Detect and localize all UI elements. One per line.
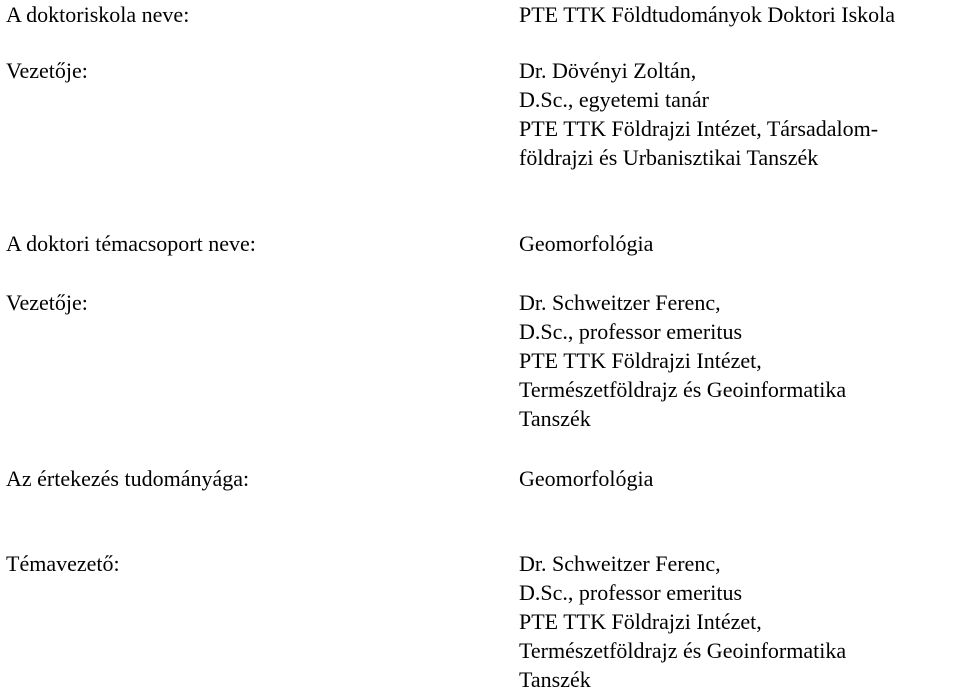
supervisor-label: Témavezető: [6,551,120,576]
dissertation-field-name: Geomorfológia [519,466,654,491]
group-head-line: Természetföldrajz és Geoinformatika [519,377,847,402]
topic-group-name: Geomorfológia [519,231,654,256]
group-head-line: PTE TTK Földrajzi Intézet, [519,348,762,373]
doctoral-school-label: A doktoriskola neve: [6,2,190,27]
school-head-label: Vezetője: [6,58,88,83]
supervisor-line: PTE TTK Földrajzi Intézet, [519,609,762,634]
topic-group-label: A doktori témacsoport neve: [6,231,256,256]
school-head-line: földrajzi és Urbanisztikai Tanszék [519,145,819,170]
doctoral-school-value [519,0,895,29]
dissertation-field-value [519,464,653,493]
school-head-line: Dr. Dövényi Zoltán, [519,58,697,83]
supervisor-value [519,549,846,694]
supervisor-line: Tanszék [519,667,591,692]
group-head-line: Dr. Schweitzer Ferenc, [519,290,721,315]
school-head-line: PTE TTK Földrajzi Intézet, Társadalom- [519,116,879,141]
dissertation-field-label: Az értekezés tudományága: [6,466,250,491]
topic-group-value [519,229,653,258]
doctoral-school-name: PTE TTK Földtudományok Doktori Iskola [519,2,896,27]
supervisor-line: Dr. Schweitzer Ferenc, [519,551,721,576]
school-head-value [519,56,878,172]
group-head-line: Tanszék [519,406,591,431]
supervisor-line: Természetföldrajz és Geoinformatika [519,638,847,663]
group-head-value [519,288,846,433]
group-head-label: Vezetője: [6,290,88,315]
group-head-line: D.Sc., professor emeritus [519,319,743,344]
supervisor-line: D.Sc., professor emeritus [519,580,743,605]
school-head-line: D.Sc., egyetemi tanár [519,87,709,112]
